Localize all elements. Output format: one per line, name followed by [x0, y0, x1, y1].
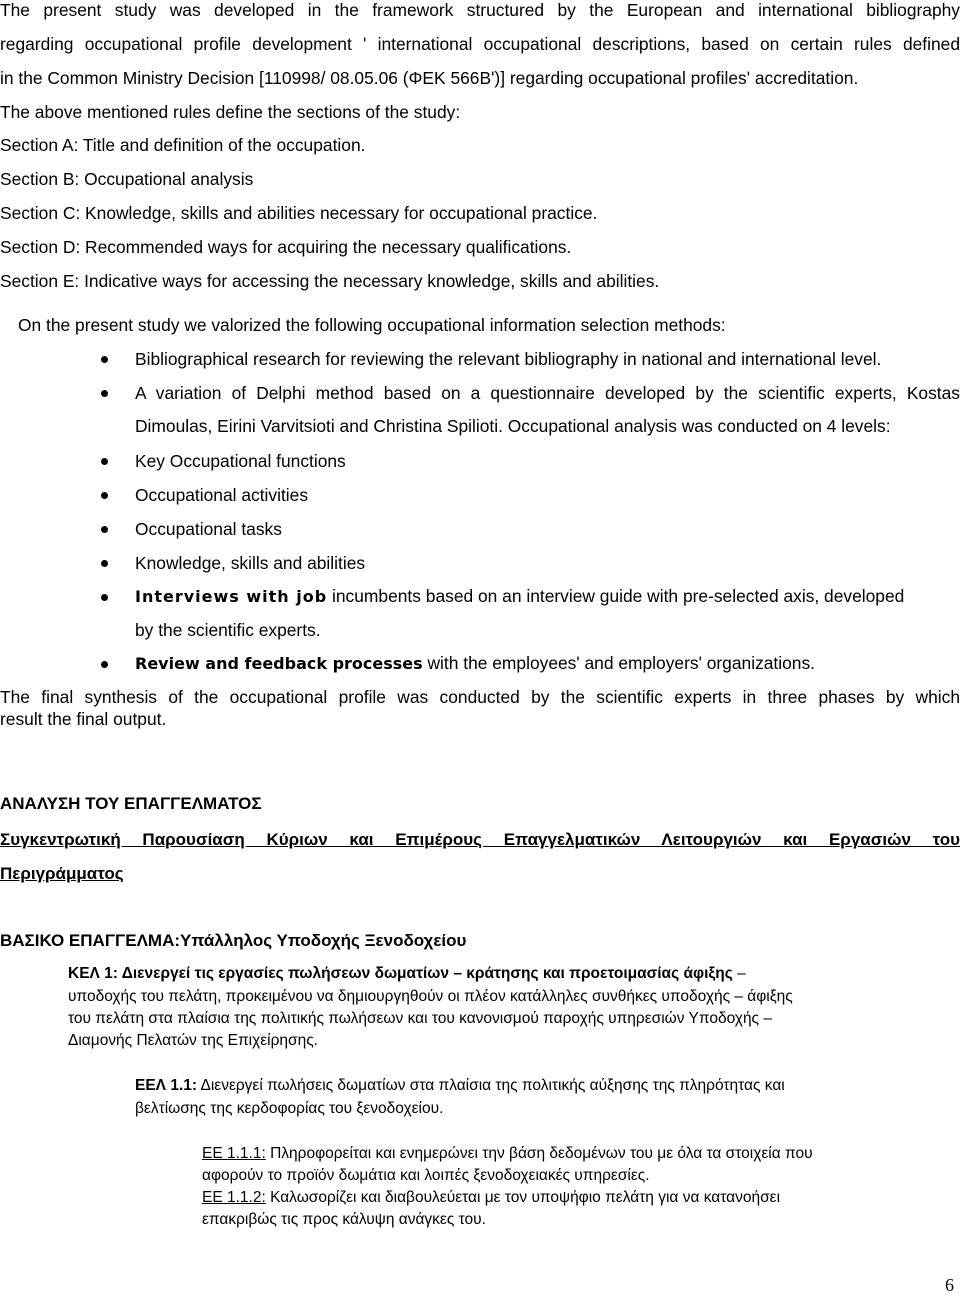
- eel-heading: [135, 1077, 785, 1095]
- kel-bold: ΚΕΛ 1: Διενεργεί τις εργασίες πωλήσεων δωματίων – κράτησης και προετοιμασίας άφιξης: [68, 965, 733, 982]
- intro-line: regarding occupational profile development ʹ international occupational descriptions, based on certain rules defined: [0, 34, 960, 54]
- kel-dash: –: [732, 965, 746, 982]
- bullet-item: [135, 586, 904, 607]
- bullet-item: Occupational tasks: [135, 519, 282, 539]
- bullet-icon: [101, 560, 108, 567]
- bullet-item: Occupational activities: [135, 485, 309, 505]
- intro-line: The present study was developed in the framework structured by the European and international bibliography: [0, 0, 960, 20]
- bullet-item: A variation of Delphi method based on a questionnaire developed by the scientific experts, Kostas: [135, 383, 960, 403]
- bullet-icon: [101, 594, 108, 601]
- bullet-icon: [101, 661, 108, 668]
- bullet-icon: [101, 526, 108, 533]
- ee-code: ΕΕ 1.1.1:: [202, 1145, 266, 1162]
- ee-item: [202, 1145, 813, 1163]
- kel-heading: [68, 965, 746, 983]
- eel-text: Διενεργεί πωλήσεις δωματίων στα πλαίσια της πολιτικής αύξησης της πληρότητας και: [197, 1077, 785, 1094]
- intro-line: The above mentioned rules define the sections of the study:: [0, 102, 461, 122]
- bullet-item: Knowledge, skills and abilities: [135, 553, 366, 573]
- section-item: Section E: Indicative ways for accessing the necessary knowledge, skills and abilities.: [0, 271, 660, 291]
- bullet-icon: [101, 390, 108, 397]
- analysis-subtitle: Συγκεντρωτική Παρουσίαση Κύριων και Επιμέρους Επαγγελματικών Λειτουργιών και Εργασιών του: [0, 830, 960, 849]
- bullet-text: incumbents based on an interview guide with pre-selected axis, developed: [327, 586, 905, 606]
- analysis-title: ΑΝΑΛΥΣΗ ΤΟΥ ΕΠΑΓΓΕΛΜΑΤΟΣ: [0, 794, 262, 813]
- bullet-item: [135, 653, 815, 674]
- bullet-item-continued: Dimoulas, Eirini Varvitsioti and Christina Spilioti. Occupational analysis was conducted on 4 levels:: [135, 416, 891, 436]
- section-item: Section C: Knowledge, skills and abilities necessary for occupational practice.: [0, 203, 598, 223]
- section-item: Section A: Title and definition of the occupation.: [0, 135, 366, 155]
- kel-text: υποδοχής του πελάτη, προκειμένου να δημιουργηθούν οι πλέον κατάλληλες συνθήκες υποδοχής – άφιξης: [68, 988, 793, 1005]
- final-line: The final synthesis of the occupational profile was conducted by the scientific experts in three phases by which: [0, 687, 960, 707]
- bullet-icon: [101, 356, 108, 363]
- methods-intro: On the present study we valorized the following occupational information selection methods:: [18, 315, 726, 335]
- bullet-icon: [101, 492, 108, 499]
- section-item: Section B: Occupational analysis: [0, 169, 254, 189]
- bullet-bold-lead: Review and feedback processes: [135, 654, 423, 673]
- page-number: 6: [945, 1275, 954, 1295]
- kel-text: Διαμονής Πελατών της Επιχείρησης.: [68, 1032, 318, 1049]
- section-item: Section D: Recommended ways for acquiring the necessary qualifications.: [0, 237, 572, 257]
- analysis-subtitle: Περιγράμματος: [0, 864, 124, 883]
- ee-code: ΕΕ 1.1.2:: [202, 1189, 266, 1206]
- eel-code: ΕΕΛ 1.1:: [135, 1077, 198, 1094]
- final-line: result the final output.: [0, 709, 167, 729]
- bullet-item: Bibliographical research for reviewing the relevant bibliography in national and international level.: [135, 349, 882, 369]
- ee-text: Πληροφορείται και ενημερώνει την βάση δεδομένων του με όλα τα στοιχεία που: [265, 1145, 813, 1162]
- ee-text: επακριβώς τις προς κάλυψη ανάγκες του.: [202, 1211, 486, 1228]
- ee-text: Καλωσορίζει και διαβουλεύεται με τον υποψήφιο πελάτη για να κατανοήσει: [265, 1189, 781, 1206]
- bullet-item: Key Occupational functions: [135, 451, 346, 471]
- basic-occupation: ΒΑΣΙΚΟ ΕΠΑΓΓΕΛΜΑ:Υπάλληλος Υποδοχής Ξενοδοχείου: [0, 931, 467, 950]
- bullet-bold-lead: Interviews with job: [135, 587, 328, 606]
- intro-line: in the Common Ministry Decision [110998/ 08.05.06 (ΦΕΚ 566Βʹ)] regarding occupational profilesʹ accreditation.: [0, 68, 859, 88]
- eel-text: βελτίωσης της κερδοφορίας του ξενοδοχείου.: [135, 1100, 444, 1117]
- ee-text: αφορούν το προϊόν δωμάτια και λοιπές ξενοδοχειακές υπηρεσίες.: [202, 1167, 650, 1184]
- bullet-item-continued: by the scientific experts.: [135, 620, 321, 640]
- bullet-text: with the employeesʹ and employersʹ organizations.: [422, 653, 815, 673]
- kel-text: του πελάτη στα πλαίσια της πολιτικής πωλήσεων και του κανονισμού παροχής υπηρεσιών Υποδοχής –: [68, 1010, 772, 1027]
- bullet-icon: [101, 458, 108, 465]
- ee-item: [202, 1189, 780, 1207]
